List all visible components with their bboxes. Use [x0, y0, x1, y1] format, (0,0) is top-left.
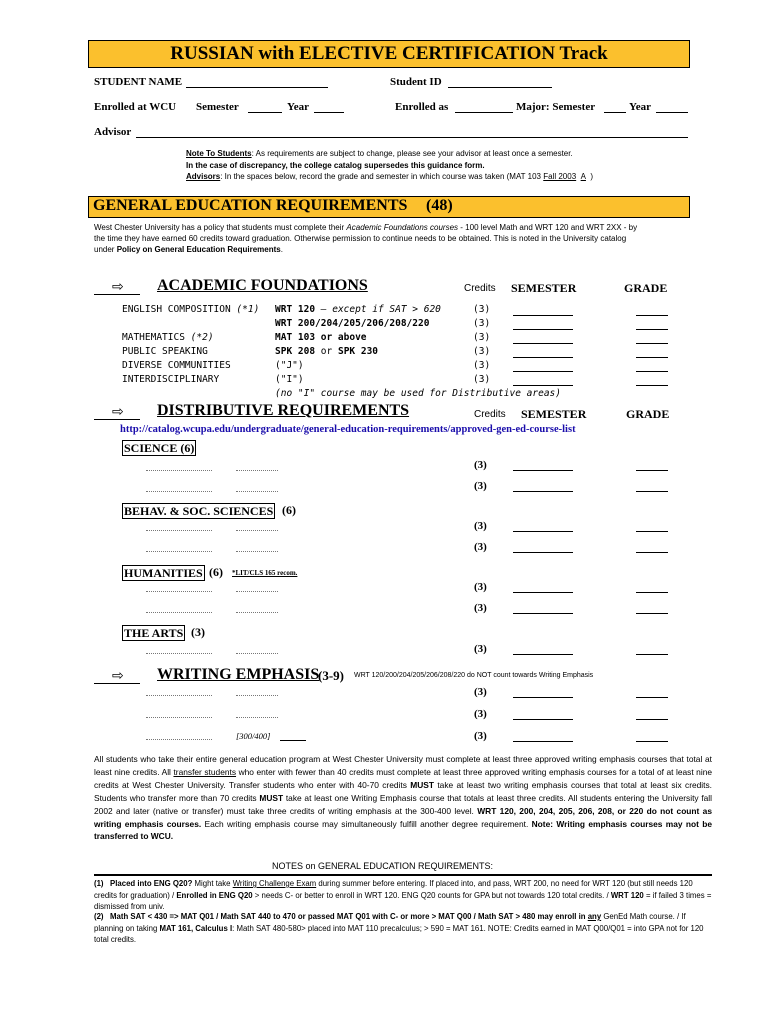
enrolled-at-label: Enrolled at WCU	[94, 101, 177, 113]
row-label-speaking: PUBLIC SPEAKING	[122, 346, 208, 357]
credit-value: (3)	[474, 480, 487, 492]
year2-label: Year	[629, 101, 651, 113]
notes-title: NOTES on GENERAL EDUCATION REQUIREMENTS:	[272, 861, 494, 871]
credit-value: (3)	[474, 581, 487, 593]
course-blank[interactable]	[146, 530, 212, 531]
credit-value: (3)	[474, 541, 487, 553]
semester-blank[interactable]	[513, 531, 573, 532]
credit-value: (3)	[474, 708, 487, 720]
arrow-right-icon: ⇨	[112, 278, 124, 294]
behav-soc-heading: BEHAV. & SOC. SCIENCES	[124, 504, 274, 518]
grade-blank[interactable]	[636, 470, 668, 471]
arrow-right-icon: ⇨	[112, 667, 124, 683]
course-number-blank[interactable]	[280, 740, 306, 741]
course-number-blank[interactable]	[236, 591, 278, 592]
humanities-note: *LIT/CLS 165 recom.	[232, 569, 298, 577]
grade-blank[interactable]	[636, 531, 668, 532]
semester-blank[interactable]	[513, 741, 573, 742]
advisor-field[interactable]	[136, 137, 688, 138]
student-id-field[interactable]	[448, 87, 552, 88]
course-blank[interactable]	[146, 653, 212, 654]
credit-value: (3)	[474, 459, 487, 471]
arrow-underline	[94, 294, 140, 295]
science-heading: SCIENCE (6)	[124, 441, 195, 455]
grade-blank[interactable]	[636, 613, 668, 614]
semester-blank[interactable]	[513, 697, 573, 698]
notes-divider	[94, 874, 712, 876]
gen-ed-credits: (48)	[426, 197, 453, 214]
semester-blank[interactable]	[513, 357, 573, 358]
row-course-spk: SPK 208 or SPK 230	[275, 346, 379, 357]
credit-value: (3)	[473, 346, 491, 357]
row-label-diverse: DIVERSE COMMUNITIES	[122, 360, 231, 371]
semester-blank[interactable]	[513, 470, 573, 471]
course-number-blank[interactable]	[236, 491, 278, 492]
semester-field[interactable]	[248, 112, 282, 113]
enrolled-as-label: Enrolled as	[395, 101, 449, 113]
grade-blank[interactable]	[636, 719, 668, 720]
row-label-interdisciplinary: INTERDISCIPLINARY	[122, 374, 220, 385]
distributive-credits-header: Credits	[474, 409, 506, 420]
row-course-wrt200: WRT 200/204/205/206/208/220	[275, 318, 430, 329]
advisor-label: Advisor	[94, 126, 132, 138]
credit-value: (3)	[473, 360, 491, 371]
note-line-3: Advisors: In the spaces below, record the grade and semester in which course was taken (MAT 103 Fall 2003 A )	[186, 172, 594, 181]
credit-value: (3)	[474, 643, 487, 655]
row-course-j: ("J")	[275, 360, 304, 371]
credit-value: (3)	[473, 374, 491, 385]
course-number-blank[interactable]	[236, 530, 278, 531]
credit-value: (3)	[474, 602, 487, 614]
course-blank[interactable]	[146, 591, 212, 592]
credit-value: (3)	[474, 686, 487, 698]
writing-emphasis-paragraph: All students who take their entire general education program at West Chester University must complete at least three approved writing emphasis courses that total at least nine credits. All transfer students who enter with fewer than 40 credits must complete at least three approved writing emphasis courses for a total of at least nine credits at West Chester University. Transfer students who enter with 40-70 credits MUST take at least two writing emphasis courses that total at least six credits. Students who transfer more than 70 credits MUST take at least one Writing Emphasis course that totals at least three credits. All students entering the University fall 2002 and later (native or transfer) must take three credits of writing emphasis at the 300-400 level. WRT 120, 200, 204, 205, 206, 208, or 220 do not count as writing emphasis courses. Each writing emphasis course may simultaneously fulfill another degree requirement. Note: Writing emphasis courses may not be transferred to WCU.	[94, 754, 713, 842]
note-line-1: Note To Students: As requirements are subject to change, please see your advisor at least once a semester.	[186, 149, 573, 158]
year-field[interactable]	[314, 112, 344, 113]
credit-value: (3)	[474, 730, 487, 742]
gen-ed-paragraph: West Chester University has a policy that students must complete their Academic Foundations courses - 100 level Math and WRT 120 and WRT 2XX - by the time they have earned 60 credits toward graduation. Otherwise permission to continue needs to be obtained. This is noted in the University catalog under Policy on General Education Requirements.	[94, 223, 638, 254]
course-blank[interactable]	[146, 739, 212, 740]
distributive-grade-header: GRADE	[626, 407, 670, 421]
course-number-blank[interactable]	[236, 612, 278, 613]
grade-blank[interactable]	[636, 552, 668, 553]
gen-ed-header	[88, 196, 690, 218]
semester-blank[interactable]	[513, 719, 573, 720]
grade-blank[interactable]	[636, 741, 668, 742]
grade-blank[interactable]	[636, 654, 668, 655]
course-blank[interactable]	[146, 695, 212, 696]
gen-ed-title: GENERAL EDUCATION REQUIREMENTS	[93, 197, 408, 214]
arts-credits: (3)	[191, 625, 205, 639]
grade-blank[interactable]	[636, 697, 668, 698]
student-name-label: STUDENT NAME	[94, 76, 183, 88]
major-semester-label: Major: Semester	[516, 101, 596, 113]
course-blank[interactable]	[146, 551, 212, 552]
semester-blank[interactable]	[513, 385, 573, 386]
writing-title: WRITING EMPHASIS	[157, 666, 320, 683]
semester-blank[interactable]	[513, 552, 573, 553]
semester-blank[interactable]	[513, 315, 573, 316]
academic-grade-header: GRADE	[624, 281, 668, 295]
arts-heading: THE ARTS	[124, 626, 184, 640]
distributive-semester-header: SEMESTER	[521, 407, 587, 421]
semester-blank[interactable]	[513, 491, 573, 492]
course-blank[interactable]	[146, 491, 212, 492]
arrow-right-icon: ⇨	[112, 403, 124, 419]
academic-credits-header: Credits	[464, 283, 496, 294]
semester-blank[interactable]	[513, 654, 573, 655]
course-number-blank[interactable]	[236, 695, 278, 696]
grade-blank[interactable]	[636, 592, 668, 593]
semester-blank[interactable]	[513, 592, 573, 593]
note-1: (1) Placed into ENG Q20? Might take Writing Challenge Exam during summer before entering. If placed into, and pass, WRT 200, no need for WRT 120 (but still needs 120 credits for graduation) / Enrolled in ENG Q20 > needs C- or better to enroll in WRT 120. ENG Q20 counts for GPA but not towards 120 total credits. / WRT 120 = if failed 3 times = dismissed from univ.	[94, 879, 712, 911]
course-number-blank[interactable]	[236, 717, 278, 718]
level-label: [300/400]	[236, 731, 271, 741]
grade-blank[interactable]	[636, 385, 668, 386]
course-number-blank[interactable]	[236, 551, 278, 552]
arrow-underline	[94, 419, 140, 420]
semester-blank[interactable]	[513, 371, 573, 372]
form-title	[88, 40, 690, 68]
humanities-heading: HUMANITIES	[124, 566, 203, 580]
distributive-title: DISTRIBUTIVE REQUIREMENTS	[157, 402, 410, 419]
course-blank[interactable]	[146, 612, 212, 613]
course-blank[interactable]	[146, 717, 212, 718]
grade-blank[interactable]	[636, 315, 668, 316]
year-label: Year	[287, 101, 309, 113]
form-title-text: RUSSIAN with ELECTIVE CERTIFICATION Track	[170, 43, 608, 64]
semester-blank[interactable]	[513, 613, 573, 614]
row-course-i: ("I")	[275, 374, 304, 385]
arrow-underline	[94, 683, 140, 684]
credit-value: (3)	[473, 304, 491, 315]
major-semester-field[interactable]	[604, 112, 626, 113]
credit-value: (3)	[473, 332, 491, 343]
academic-footnote: (no "I" course may be used for Distributive areas)	[275, 388, 561, 399]
course-number-blank[interactable]	[236, 653, 278, 654]
row-course-mat: MAT 103 or above	[275, 332, 367, 343]
student-id-label: Student ID	[390, 76, 442, 88]
note-2: (2) Math SAT < 430 => MAT Q01 / Math SAT 440 to 470 or passed MAT Q01 with C- or more > MAT Q00 / Math SAT > 480 may enroll in any GenEd Math course. / If planning on taking MAT 161, Calculus I: Math SAT 480-580> placed into MAT 110 precalculus; > 590 = MAT 161. NOTE: Credits earned in MAT Q00/Q01 = into GPA not for 120 total credits.	[94, 912, 704, 944]
credit-value: (3)	[474, 520, 487, 532]
credit-value: (3)	[473, 318, 491, 329]
gen-ed-course-list-link[interactable]: http://catalog.wcupa.edu/undergraduate/general-education-requirements/approved-gen-ed-course-list	[120, 424, 576, 435]
year2-field[interactable]	[656, 112, 688, 113]
semester-blank[interactable]	[513, 329, 573, 330]
semester-label: Semester	[196, 101, 239, 113]
student-name-field[interactable]	[186, 87, 328, 88]
row-course-wrt120: WRT 120 – except if SAT > 620	[275, 304, 441, 315]
note-line-2: In the case of discrepancy, the college catalog supersedes this guidance form.	[186, 161, 485, 170]
semester-blank[interactable]	[513, 343, 573, 344]
grade-blank[interactable]	[636, 343, 668, 344]
academic-title: ACADEMIC FOUNDATIONS	[157, 277, 368, 294]
grade-blank[interactable]	[636, 357, 668, 358]
writing-credits: (3-9)	[318, 668, 344, 683]
grade-blank[interactable]	[636, 491, 668, 492]
academic-semester-header: SEMESTER	[511, 281, 577, 295]
row-label-math: MATHEMATICS (*2)	[122, 332, 214, 343]
row-label-english: ENGLISH COMPOSITION (*1)	[122, 304, 260, 315]
behav-soc-credits: (6)	[282, 503, 296, 517]
course-blank[interactable]	[146, 470, 212, 471]
enrolled-as-field[interactable]	[455, 112, 513, 113]
grade-blank[interactable]	[636, 329, 668, 330]
grade-blank[interactable]	[636, 371, 668, 372]
humanities-credits: (6)	[209, 565, 223, 579]
writing-note: WRT 120/200/204/205/206/208/220 do NOT count towards Writing Emphasis	[354, 672, 594, 679]
course-number-blank[interactable]	[236, 470, 278, 471]
